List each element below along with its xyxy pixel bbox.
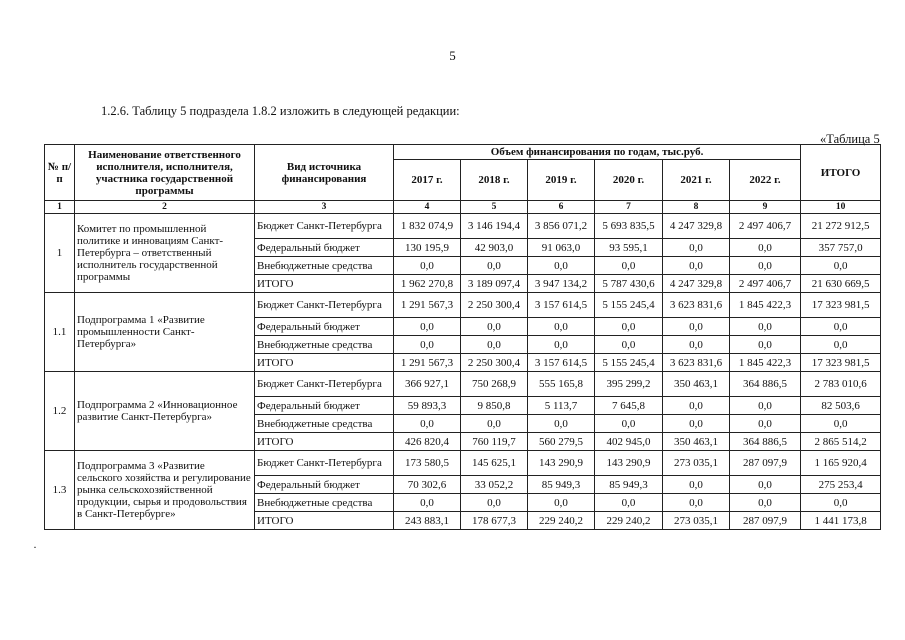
- row-total-value: 1 165 920,4: [801, 451, 881, 476]
- year-value: 3 947 134,2: [528, 275, 595, 293]
- column-number: 10: [801, 201, 881, 214]
- year-value: 9 850,8: [461, 397, 528, 415]
- table-row: [45, 293, 881, 318]
- header-year: 2018 г.: [461, 160, 528, 201]
- column-number: 5: [461, 201, 528, 214]
- year-value: 0,0: [595, 494, 663, 512]
- header-volume: Объем финансирования по годам, тыс.руб.: [394, 145, 801, 160]
- row-index: 1: [45, 214, 75, 293]
- year-value: 243 883,1: [394, 512, 461, 530]
- year-value: 5 113,7: [528, 397, 595, 415]
- year-value: 0,0: [663, 318, 730, 336]
- year-value: 1 832 074,9: [394, 214, 461, 239]
- year-value: 287 097,9: [730, 512, 801, 530]
- header-year: 2019 г.: [528, 160, 595, 201]
- year-value: 5 787 430,6: [595, 275, 663, 293]
- year-value: 229 240,2: [595, 512, 663, 530]
- year-value: 143 290,9: [595, 451, 663, 476]
- year-value: 85 949,3: [595, 476, 663, 494]
- table-caption: «Таблица 5: [820, 132, 880, 146]
- year-value: 3 157 614,5: [528, 354, 595, 372]
- header-year: 2020 г.: [595, 160, 663, 201]
- header-total: ИТОГО: [801, 145, 881, 201]
- financing-table: [44, 144, 881, 530]
- year-value: 0,0: [461, 336, 528, 354]
- header-year: 2017 г.: [394, 160, 461, 201]
- year-value: 3 189 097,4: [461, 275, 528, 293]
- funding-source: Федеральный бюджет: [255, 318, 394, 336]
- funding-source: Федеральный бюджет: [255, 397, 394, 415]
- row-total-value: 0,0: [801, 494, 881, 512]
- funding-source: Бюджет Санкт-Петербурга: [255, 372, 394, 397]
- year-value: 2 497 406,7: [730, 275, 801, 293]
- year-value: 0,0: [528, 336, 595, 354]
- year-value: 229 240,2: [528, 512, 595, 530]
- year-value: 555 165,8: [528, 372, 595, 397]
- funding-source: Бюджет Санкт-Петербурга: [255, 214, 394, 239]
- year-value: 93 595,1: [595, 239, 663, 257]
- column-number: 6: [528, 201, 595, 214]
- year-value: 0,0: [394, 415, 461, 433]
- year-value: 0,0: [663, 494, 730, 512]
- header-index: № п/п: [45, 145, 75, 201]
- year-value: 395 299,2: [595, 372, 663, 397]
- row-total-value: 82 503,6: [801, 397, 881, 415]
- year-value: 0,0: [730, 494, 801, 512]
- year-value: 0,0: [663, 415, 730, 433]
- year-value: 2 250 300,4: [461, 293, 528, 318]
- funding-source: ИТОГО: [255, 512, 394, 530]
- year-value: 364 886,5: [730, 372, 801, 397]
- column-number: 2: [75, 201, 255, 214]
- year-value: 0,0: [394, 494, 461, 512]
- year-value: 0,0: [394, 318, 461, 336]
- row-total-value: 0,0: [801, 415, 881, 433]
- year-value: 0,0: [528, 415, 595, 433]
- header-year: 2022 г.: [730, 160, 801, 201]
- header-source: Вид источника финансирования: [255, 145, 394, 201]
- year-value: 426 820,4: [394, 433, 461, 451]
- year-value: 366 927,1: [394, 372, 461, 397]
- row-total-value: 2 783 010,6: [801, 372, 881, 397]
- year-value: 91 063,0: [528, 239, 595, 257]
- funding-source: Внебюджетные средства: [255, 415, 394, 433]
- year-value: 0,0: [663, 397, 730, 415]
- year-value: 3 623 831,6: [663, 293, 730, 318]
- year-value: 0,0: [461, 318, 528, 336]
- year-value: 0,0: [595, 318, 663, 336]
- year-value: 0,0: [730, 476, 801, 494]
- table-row: [45, 372, 881, 397]
- funding-source: Федеральный бюджет: [255, 476, 394, 494]
- year-value: 0,0: [461, 494, 528, 512]
- header-year: 2021 г.: [663, 160, 730, 201]
- row-index: 1.3: [45, 451, 75, 530]
- funding-source: ИТОГО: [255, 354, 394, 372]
- year-value: 0,0: [663, 239, 730, 257]
- year-value: 0,0: [528, 257, 595, 275]
- year-value: 0,0: [528, 494, 595, 512]
- year-value: 5 693 835,5: [595, 214, 663, 239]
- table-body: [45, 214, 881, 530]
- column-number-row: [45, 201, 881, 214]
- row-total-value: 2 865 514,2: [801, 433, 881, 451]
- year-value: 0,0: [394, 336, 461, 354]
- year-value: 560 279,5: [528, 433, 595, 451]
- year-value: 760 119,7: [461, 433, 528, 451]
- row-total-value: 17 323 981,5: [801, 293, 881, 318]
- year-value: 750 268,9: [461, 372, 528, 397]
- row-index: 1.2: [45, 372, 75, 451]
- year-value: 0,0: [663, 476, 730, 494]
- year-value: 3 856 071,2: [528, 214, 595, 239]
- year-value: 145 625,1: [461, 451, 528, 476]
- year-value: 59 893,3: [394, 397, 461, 415]
- intro-text: 1.2.6. Таблицу 5 подраздела 1.8.2 изложить в следующей редакции:: [101, 104, 460, 118]
- column-number: 7: [595, 201, 663, 214]
- year-value: 70 302,6: [394, 476, 461, 494]
- header-name: Наименование ответственного исполнителя, исполнителя, участника государственной программы: [75, 145, 255, 201]
- row-total-value: 0,0: [801, 318, 881, 336]
- row-name: Подпрограмма 2 «Инновационное развитие Санкт-Петербурга»: [75, 372, 255, 451]
- year-value: 0,0: [595, 257, 663, 275]
- year-value: 0,0: [461, 257, 528, 275]
- row-name: Подпрограмма 3 «Развитие сельского хозяйства и регулирование рынка сельскохозяйственной продукции, сырья и продовольствия в Санкт-Петербурге»: [75, 451, 255, 530]
- year-value: 85 949,3: [528, 476, 595, 494]
- year-value: 0,0: [730, 239, 801, 257]
- year-value: 0,0: [730, 336, 801, 354]
- table-row: [45, 451, 881, 476]
- row-index: 1.1: [45, 293, 75, 372]
- stray-mark: ·: [33, 540, 37, 554]
- year-value: 350 463,1: [663, 372, 730, 397]
- year-value: 402 945,0: [595, 433, 663, 451]
- year-value: 0,0: [394, 257, 461, 275]
- year-value: 0,0: [730, 415, 801, 433]
- row-total-value: 21 272 912,5: [801, 214, 881, 239]
- year-value: 1 291 567,3: [394, 354, 461, 372]
- year-value: 273 035,1: [663, 512, 730, 530]
- year-value: 0,0: [730, 318, 801, 336]
- year-value: 1 291 567,3: [394, 293, 461, 318]
- funding-source: ИТОГО: [255, 433, 394, 451]
- row-name: Подпрограмма 1 «Развитие промышленности Санкт-Петербурга»: [75, 293, 255, 372]
- funding-source: Бюджет Санкт-Петербурга: [255, 293, 394, 318]
- year-value: 287 097,9: [730, 451, 801, 476]
- year-value: 173 580,5: [394, 451, 461, 476]
- year-value: 0,0: [595, 336, 663, 354]
- year-value: 7 645,8: [595, 397, 663, 415]
- year-value: 0,0: [730, 257, 801, 275]
- year-value: 33 052,2: [461, 476, 528, 494]
- funding-source: Внебюджетные средства: [255, 336, 394, 354]
- year-value: 2 250 300,4: [461, 354, 528, 372]
- year-value: 0,0: [730, 397, 801, 415]
- page-number: 5: [449, 48, 456, 63]
- year-value: 273 035,1: [663, 451, 730, 476]
- year-value: 4 247 329,8: [663, 214, 730, 239]
- row-total-value: 1 441 173,8: [801, 512, 881, 530]
- funding-source: Внебюджетные средства: [255, 494, 394, 512]
- year-value: 178 677,3: [461, 512, 528, 530]
- row-total-value: 0,0: [801, 336, 881, 354]
- year-value: 42 903,0: [461, 239, 528, 257]
- year-value: 2 497 406,7: [730, 214, 801, 239]
- year-value: 5 155 245,4: [595, 293, 663, 318]
- column-number: 9: [730, 201, 801, 214]
- year-value: 3 623 831,6: [663, 354, 730, 372]
- column-number: 1: [45, 201, 75, 214]
- year-value: 0,0: [595, 415, 663, 433]
- year-value: 0,0: [663, 336, 730, 354]
- year-value: 1 845 422,3: [730, 293, 801, 318]
- funding-source: ИТОГО: [255, 275, 394, 293]
- year-value: 1 962 270,8: [394, 275, 461, 293]
- row-total-value: 21 630 669,5: [801, 275, 881, 293]
- row-name: Комитет по промышленной политике и инновациям Санкт-Петербурга – ответственный исполнитель государственной программы: [75, 214, 255, 293]
- row-total-value: 357 757,0: [801, 239, 881, 257]
- column-number: 8: [663, 201, 730, 214]
- year-value: 130 195,9: [394, 239, 461, 257]
- table-row: [45, 214, 881, 239]
- year-value: 364 886,5: [730, 433, 801, 451]
- year-value: 350 463,1: [663, 433, 730, 451]
- row-total-value: 275 253,4: [801, 476, 881, 494]
- year-value: 3 157 614,5: [528, 293, 595, 318]
- year-value: 0,0: [461, 415, 528, 433]
- funding-source: Внебюджетные средства: [255, 257, 394, 275]
- row-total-value: 17 323 981,5: [801, 354, 881, 372]
- funding-source: Федеральный бюджет: [255, 239, 394, 257]
- year-value: 3 146 194,4: [461, 214, 528, 239]
- year-value: 0,0: [528, 318, 595, 336]
- year-value: 0,0: [663, 257, 730, 275]
- year-value: 5 155 245,4: [595, 354, 663, 372]
- year-value: 1 845 422,3: [730, 354, 801, 372]
- column-number: 3: [255, 201, 394, 214]
- row-total-value: 0,0: [801, 257, 881, 275]
- funding-source: Бюджет Санкт-Петербурга: [255, 451, 394, 476]
- year-value: 4 247 329,8: [663, 275, 730, 293]
- year-value: 143 290,9: [528, 451, 595, 476]
- column-number: 4: [394, 201, 461, 214]
